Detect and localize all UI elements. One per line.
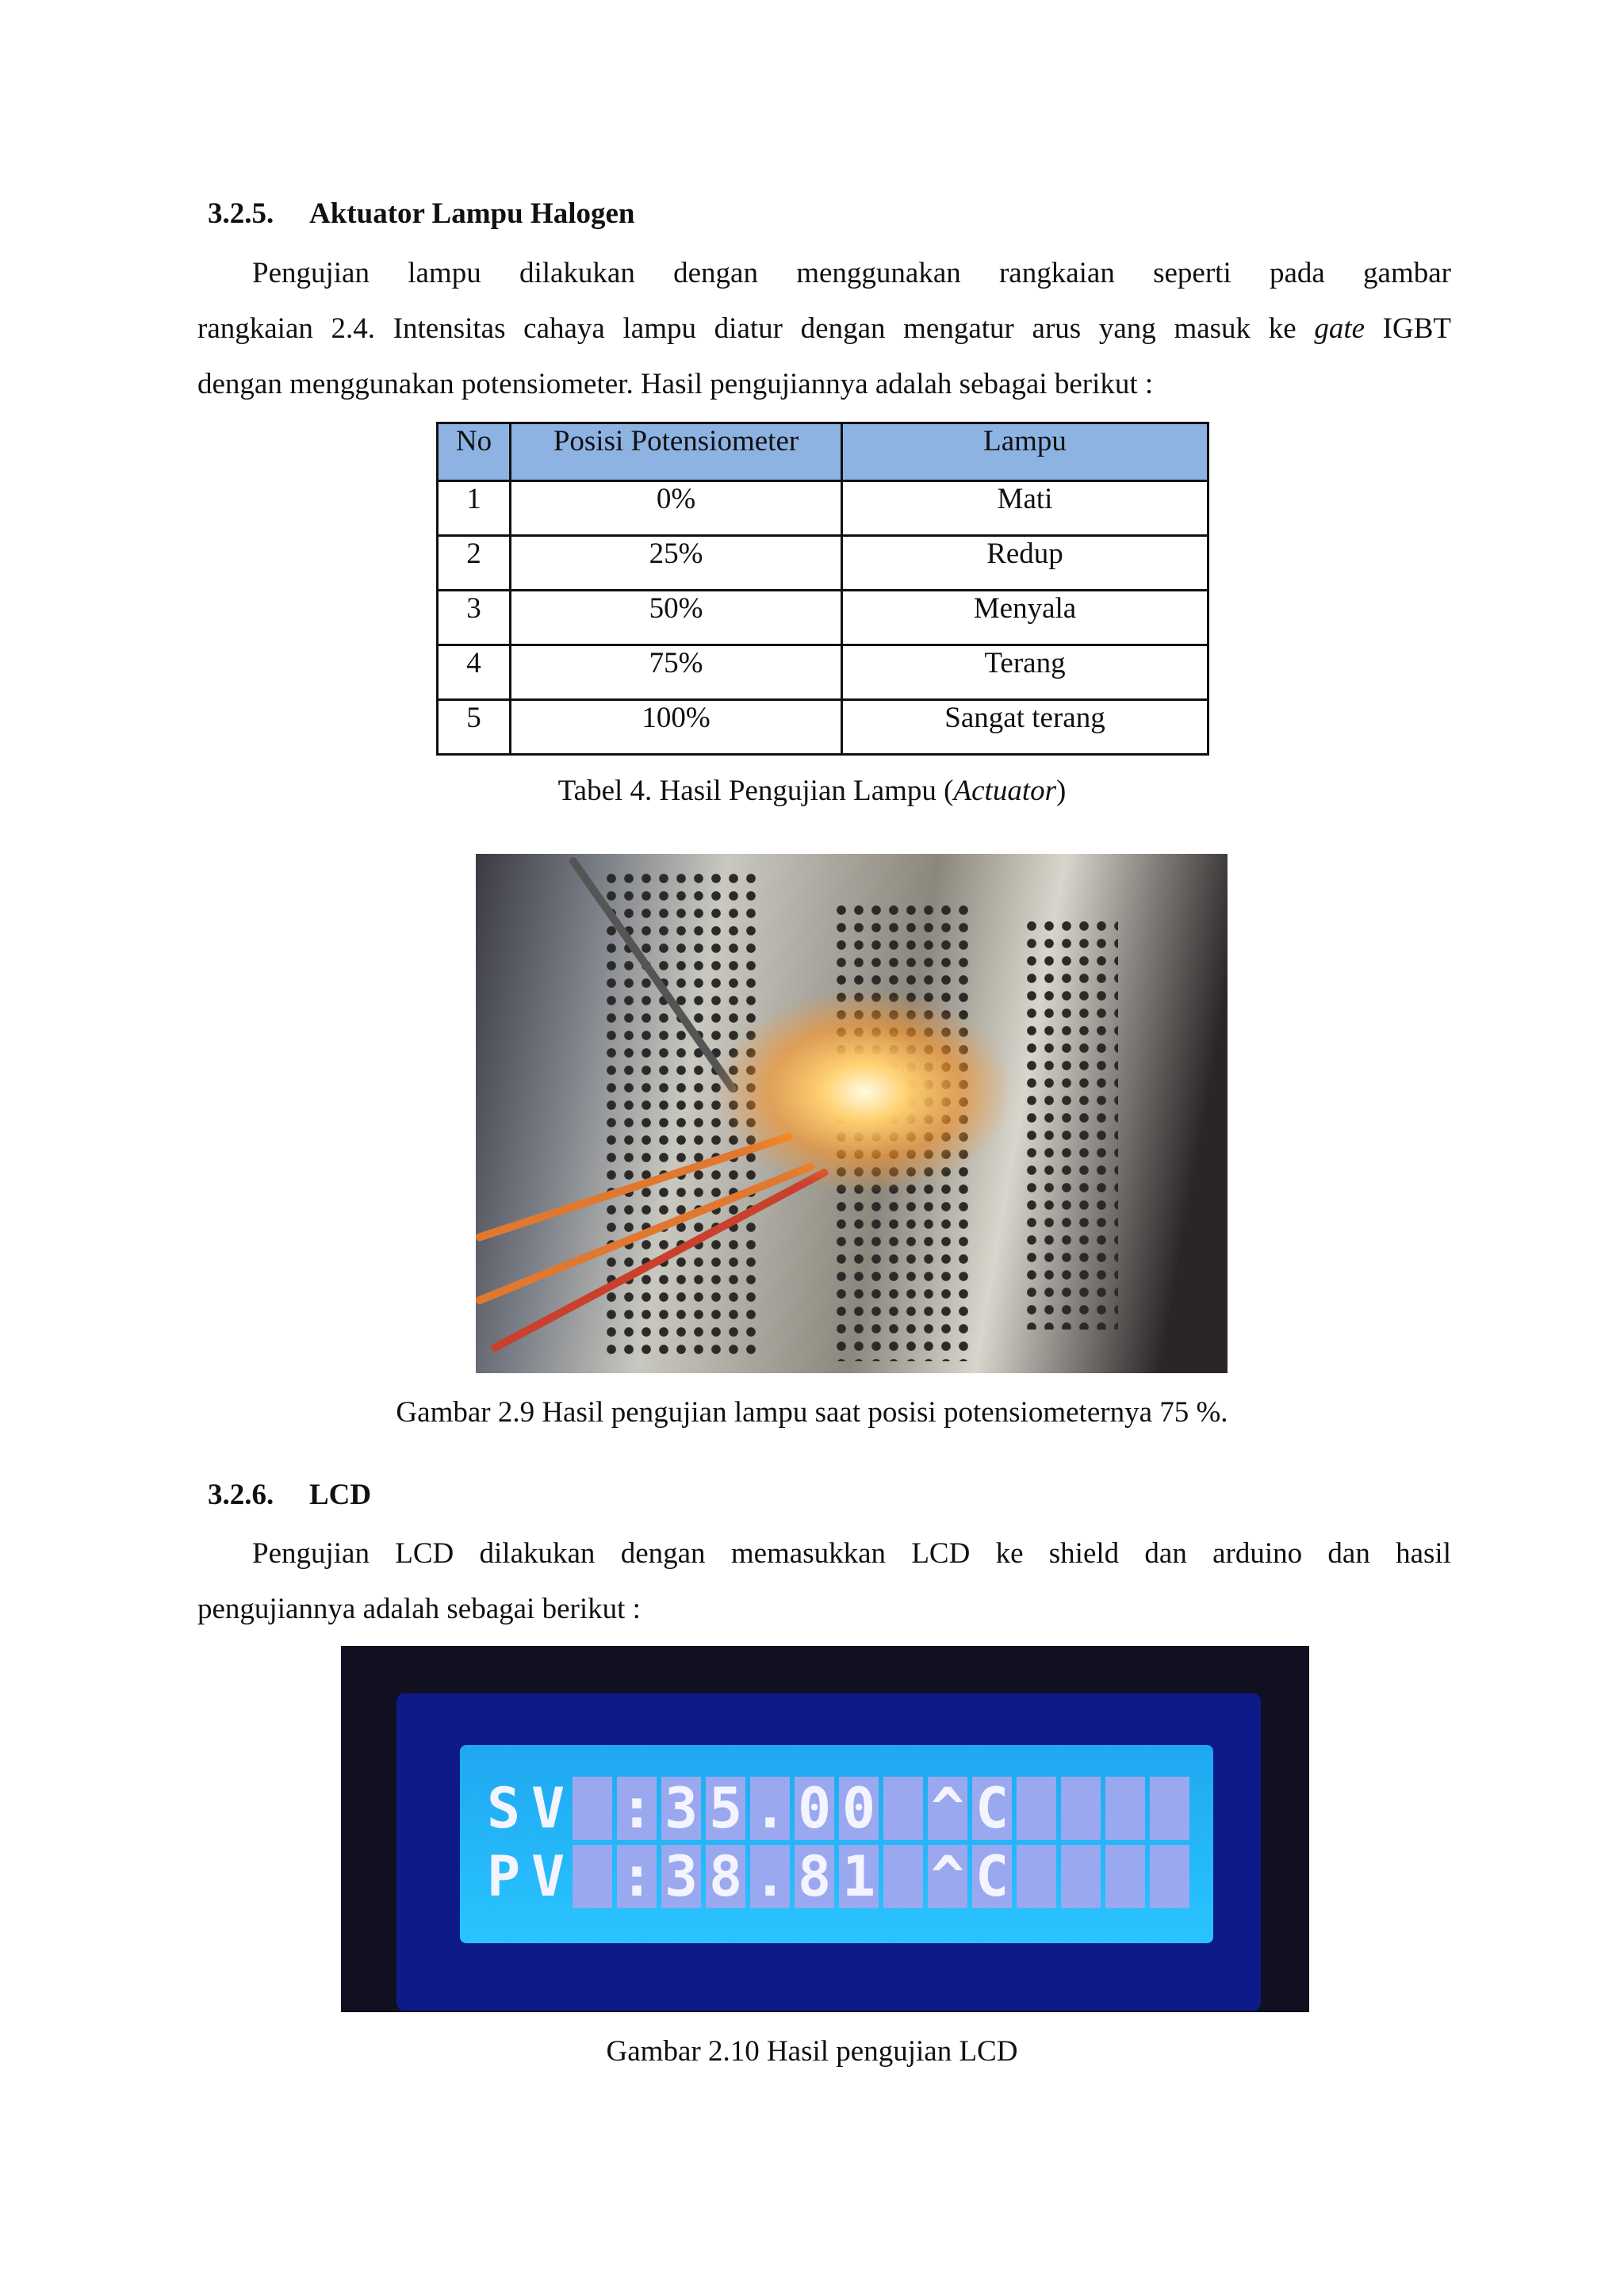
lamp-test-photo	[476, 854, 1228, 1373]
table-row	[438, 645, 1208, 700]
table-row	[438, 536, 1208, 591]
header-lamp: Lampu	[842, 423, 1208, 481]
cell: Terang	[842, 645, 1208, 700]
table-row	[438, 481, 1208, 536]
section-number: 3.2.6.	[208, 1479, 274, 1511]
cell: Mati	[842, 481, 1208, 536]
section-title: LCD	[309, 1479, 372, 1511]
paragraph-line: Pengujian lampu dilakukan dengan menggunakan rangkaian seperti pada gambar	[252, 257, 1451, 289]
header-position: Posisi Potensiometer	[511, 423, 842, 481]
paragraph-line: dengan menggunakan potensiometer. Hasil pengujiannya adalah sebagai berikut :	[197, 368, 1154, 400]
results-table	[436, 422, 1209, 756]
figure-caption: Gambar 2.10 Hasil pengujian LCD	[606, 2035, 1018, 2068]
section-heading	[208, 1478, 371, 1512]
breadboard-holes	[1023, 917, 1118, 1330]
cell: Menyala	[842, 591, 1208, 645]
table-row	[438, 700, 1208, 755]
figure-caption: Gambar 2.9 Hasil pengujian lampu saat posisi potensiometernya 75 %.	[396, 1396, 1228, 1429]
text: )	[1056, 775, 1067, 807]
cell: 25%	[511, 536, 842, 591]
lcd-char-cell	[1017, 1845, 1056, 1908]
lcd-screen	[460, 1745, 1213, 1943]
table-header-row	[438, 423, 1208, 481]
table-caption	[0, 774, 1624, 808]
italic-text: Actuator	[953, 775, 1056, 807]
section-heading	[208, 197, 635, 231]
lcd-char-cell	[1150, 1777, 1189, 1840]
paragraph-line	[197, 301, 1451, 357]
lcd-test-photo	[341, 1646, 1309, 2012]
italic-text: gate	[1314, 312, 1365, 345]
paragraph-line: pengujiannya adalah sebagai berikut :	[197, 1593, 641, 1625]
section-number: 3.2.5.	[208, 197, 274, 230]
text: Tabel 4. Hasil Pengujian Lampu (	[557, 775, 954, 807]
lcd-char-cell	[1105, 1777, 1145, 1840]
lamp-glow	[714, 989, 1015, 1195]
cell: Sangat terang	[842, 700, 1208, 755]
cell: 100%	[511, 700, 842, 755]
cell: 2	[438, 536, 511, 591]
lcd-char-cell	[1105, 1845, 1145, 1908]
lcd-char-cell	[1150, 1845, 1189, 1908]
cell: 50%	[511, 591, 842, 645]
cell: 5	[438, 700, 511, 755]
lcd-char-cell	[1017, 1777, 1056, 1840]
cell: 3	[438, 591, 511, 645]
lcd-char-cell	[1061, 1845, 1101, 1908]
cell: Redup	[842, 536, 1208, 591]
section-title: Aktuator Lampu Halogen	[309, 197, 635, 230]
lcd-line-2: PV :38.81 ^C	[487, 1844, 1021, 1909]
cell: 75%	[511, 645, 842, 700]
cell: 0%	[511, 481, 842, 536]
lcd-line-1: SV :35.00 ^C	[487, 1776, 1021, 1841]
cell: 4	[438, 645, 511, 700]
text: rangkaian 2.4. Intensitas cahaya lampu diatur dengan mengatur arus yang masuk ke	[197, 312, 1297, 345]
header-no: No	[438, 423, 511, 481]
lcd-char-cell	[1061, 1777, 1101, 1840]
text: IGBT	[1365, 312, 1452, 345]
paragraph-line: Pengujian LCD dilakukan dengan memasukkan LCD ke shield dan arduino dan hasil	[252, 1537, 1451, 1570]
table-row	[438, 591, 1208, 645]
cell: 1	[438, 481, 511, 536]
